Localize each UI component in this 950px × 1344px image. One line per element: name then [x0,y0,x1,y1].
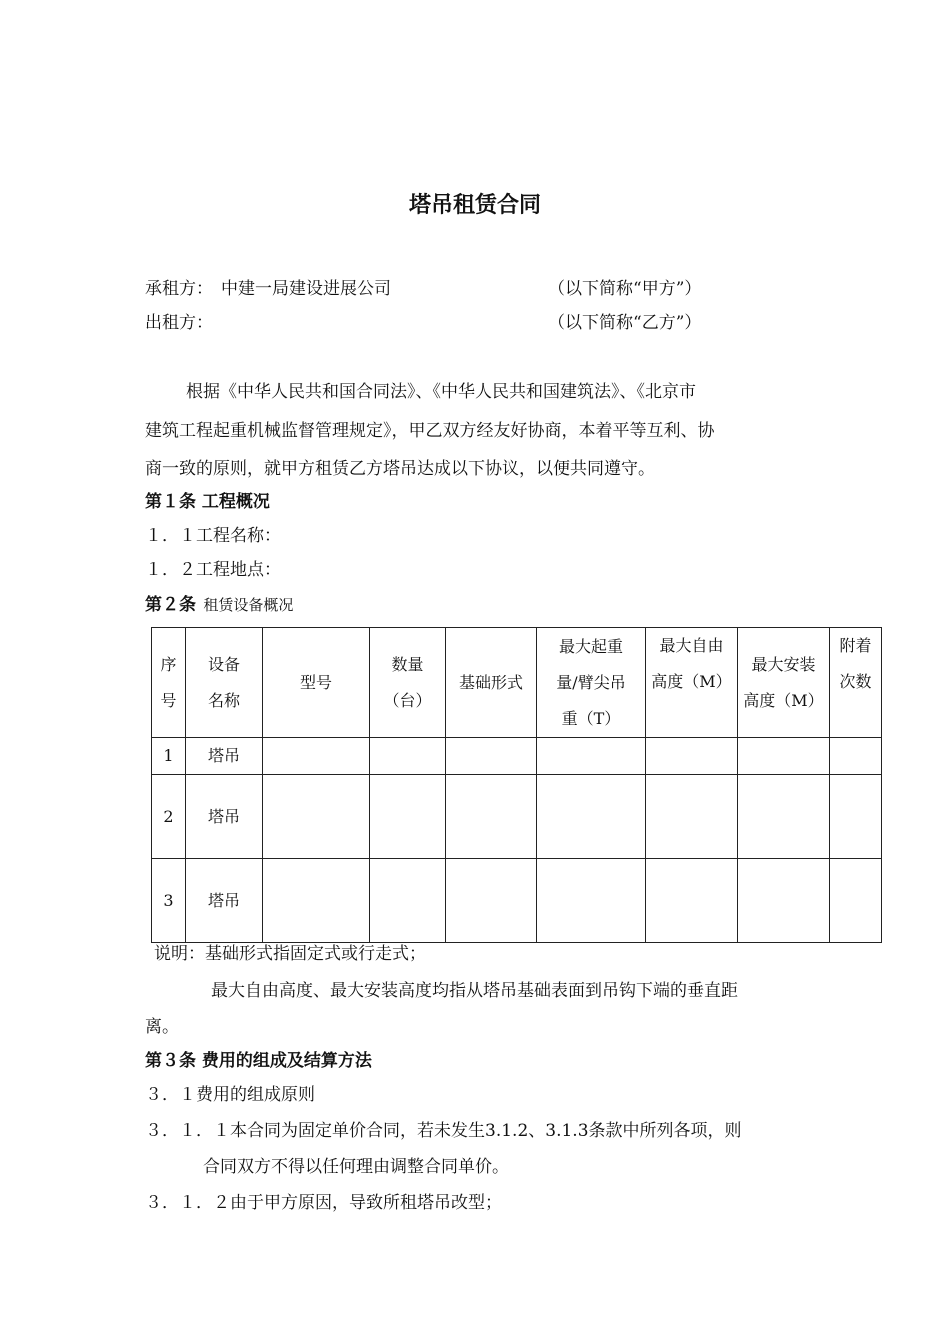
note-line-3: 离。 [145,1017,179,1037]
article-2-heading [145,597,293,614]
article-3-item-3: ３．１．２由于甲方原因，导致所租塔吊改型； [145,1193,502,1213]
header-cell-max-load [537,628,646,738]
lessor-alias: （以下简称“乙方”） [548,313,702,333]
article-1-item-1: １．１工程名称： [145,526,281,546]
header-text: 型号 [299,672,332,692]
header-text: 次数 [839,672,872,691]
table-header-row [152,628,882,738]
row-cell [537,775,646,859]
row-cell [646,775,738,859]
header-text: 最大起重 [558,636,623,656]
lessor-label: 出租方： [145,313,213,333]
row-cell [263,775,370,859]
row-cell [830,738,882,775]
article-3-item-2-line-1: ３．１．１本合同为固定单价合同，若未发生3.1.2、3.1.3条款中所列各项，则 [145,1121,742,1141]
article-3-item-2-line-2: 合同双方不得以任何理由调整合同单价。 [203,1157,509,1177]
lessee-alias: （以下简称“甲方”） [548,279,702,299]
row-cell [446,775,537,859]
row-cell [646,738,738,775]
header-text: 量/臂尖吊 [556,672,626,692]
header-text: 名称 [207,690,240,710]
article-3-heading: 第３条 费用的组成及结算方法 [145,1051,372,1071]
header-text: 设备 [207,654,240,674]
row-equipment-name: 塔吊 [186,775,263,859]
header-text: 基础形式 [458,672,523,692]
intro-line-1: 根据《中华人民共和国合同法》、《中华人民共和国建筑法》、《北京市 [186,382,696,402]
row-cell [830,775,882,859]
row-number: 2 [152,775,186,859]
row-cell [263,859,370,943]
row-cell [370,775,446,859]
row-cell [446,738,537,775]
header-text: 高度（M） [651,672,732,691]
table-row [152,859,882,943]
header-text: 附着 [839,636,872,655]
intro-line-3: 商一致的原则，就甲方租赁乙方塔吊达成以下协议，以便共同遵守。 [145,459,655,479]
row-equipment-name: 塔吊 [186,738,263,775]
row-cell [738,775,830,859]
header-cell-max-free-height [646,628,738,738]
header-text: （台） [383,690,432,710]
row-cell [370,738,446,775]
header-text: 重（T） [561,708,621,728]
lessee-label: 承租方： [145,279,213,299]
note-line-1: 说明：基础形式指固定式或行走式； [154,944,426,964]
header-text: 高度（M） [743,690,824,710]
row-cell [537,738,646,775]
row-number: 3 [152,859,186,943]
row-cell [263,738,370,775]
lessee-name: 中建一局建设进展公司 [221,279,391,299]
header-text: 最大自由 [659,636,724,655]
row-cell [370,859,446,943]
header-cell-attach-count [830,628,882,738]
row-cell [830,859,882,943]
row-cell [738,859,830,943]
row-cell [646,859,738,943]
header-cell-quantity [370,628,446,738]
table-row [152,738,882,775]
row-cell [446,859,537,943]
equipment-table [151,627,882,943]
header-text: 最大安装 [751,654,816,674]
header-cell-no [152,628,186,738]
row-cell [537,859,646,943]
header-cell-model [263,628,370,738]
header-cell-max-install-height [738,628,830,738]
header-text: 序 [160,654,177,674]
article-2-number: 第２条 [145,595,196,615]
article-1-item-2: １．２工程地点： [145,560,281,580]
header-cell-name [186,628,263,738]
row-equipment-name: 塔吊 [186,859,263,943]
header-cell-foundation [446,628,537,738]
row-number: 1 [152,738,186,775]
table-row [152,775,882,859]
article-1-heading: 第１条 工程概况 [145,492,270,512]
article-2-title: 租赁设备概况 [203,596,294,614]
header-text: 数量 [391,654,424,674]
intro-line-2: 建筑工程起重机械监督管理规定》，甲乙双方经友好协商，本着平等互利、协 [145,421,715,441]
article-3-item-1: ３．１费用的组成原则 [145,1085,315,1105]
page-title: 塔吊租赁合同 [408,192,541,218]
note-line-2: 最大自由高度、最大安装高度均指从塔吊基础表面到吊钩下端的垂直距 [211,981,738,1001]
header-text: 号 [160,690,177,710]
row-cell [738,738,830,775]
